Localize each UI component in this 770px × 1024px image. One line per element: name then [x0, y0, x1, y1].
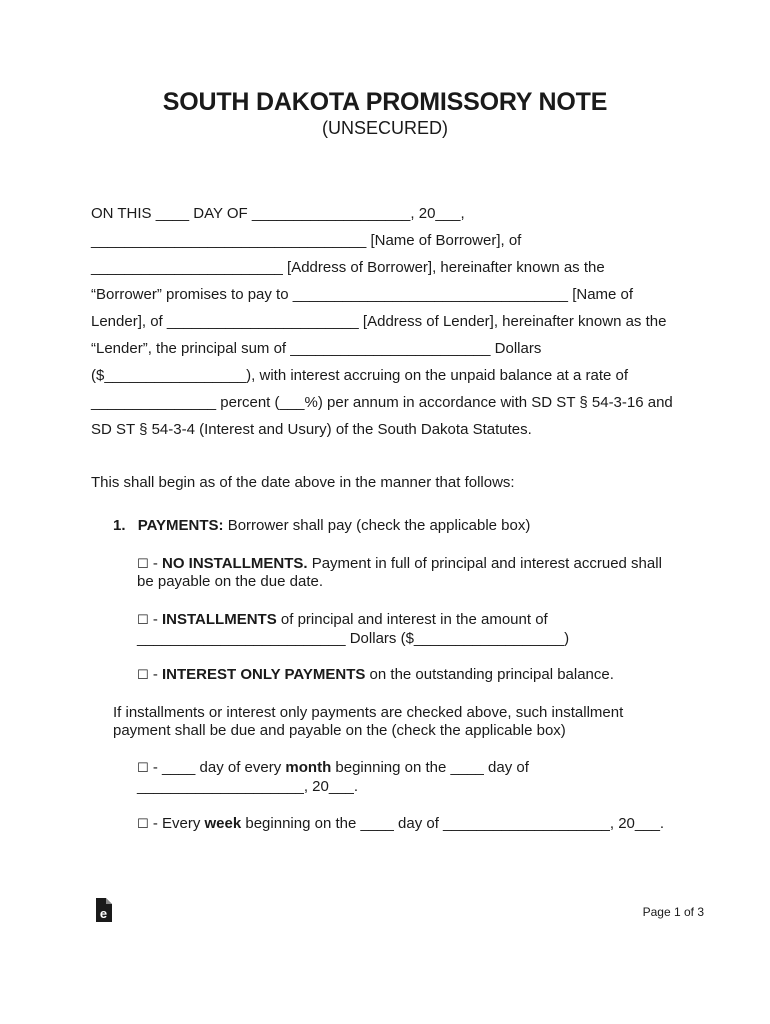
schedule-bold: week	[204, 815, 242, 832]
preamble-line-7: ($_________________), with interest accruing on the unpaid balance at a rate of	[91, 367, 629, 384]
document-title: SOUTH DAKOTA PROMISSORY NOTE	[162, 88, 608, 116]
eforms-logo-icon	[94, 898, 112, 922]
preamble-line-6: “Lender”, the principal sum of ________________________ Dollars	[91, 340, 542, 357]
dash: -	[148, 611, 162, 628]
schedule-monthly	[137, 759, 529, 778]
intro-text: This shall begin as of the date above in the manner that follows:	[91, 474, 515, 491]
option-label: INSTALLMENTS	[162, 611, 277, 628]
schedule-text: - Every	[148, 815, 205, 832]
schedule-text: - ____ day of every	[148, 759, 286, 776]
section-text: Borrower shall pay (check the applicable box)	[223, 517, 531, 534]
logo-letter: e	[99, 906, 108, 921]
section-payments	[113, 517, 530, 535]
schedule-intro-line-1: If installments or interest only payments are checked above, such installment	[113, 704, 624, 721]
schedule-text: beginning on the ____ day of ____________________, 20___.	[241, 815, 665, 832]
preamble-line-1: ON THIS ____ DAY OF ___________________, 20___,	[91, 205, 465, 222]
checkbox-installments[interactable]: ☐	[137, 613, 149, 628]
schedule-text: beginning on the ____ day of	[331, 759, 529, 776]
option-installments	[137, 611, 548, 630]
preamble-line-5: Lender], of _______________________ [Address of Lender], hereinafter known as the	[91, 313, 667, 330]
checkbox-no-installments[interactable]: ☐	[137, 557, 149, 572]
option-installments-line2: _________________________ Dollars ($__________________)	[137, 630, 570, 647]
section-heading: PAYMENTS:	[137, 517, 224, 534]
preamble-line-4: “Borrower” promises to pay to _________________________________ [Name of	[91, 286, 634, 303]
dash: -	[148, 666, 162, 683]
schedule-weekly	[137, 815, 664, 834]
option-label: INTEREST ONLY PAYMENTS	[162, 666, 366, 683]
page-number: Page 1 of 3	[642, 905, 704, 919]
checkbox-interest-only[interactable]: ☐	[137, 668, 149, 683]
preamble-line-9: SD ST § 54-3-4 (Interest and Usury) of the South Dakota Statutes.	[91, 421, 532, 438]
option-interest-only	[137, 666, 614, 685]
preamble-line-2: _________________________________ [Name of Borrower], of	[91, 232, 522, 249]
document-subtitle: (UNSECURED)	[322, 118, 448, 138]
option-label: NO INSTALLMENTS.	[162, 555, 308, 572]
checkbox-monthly[interactable]: ☐	[137, 761, 149, 776]
option-no-installments	[137, 555, 662, 574]
option-text: Payment in full of principal and interest accrued shall	[307, 555, 662, 572]
schedule-intro-line-2: payment shall be due and payable on the (check the applicable box)	[113, 722, 566, 739]
preamble-line-3: _______________________ [Address of Borrower], hereinafter known as the	[91, 259, 605, 276]
schedule-bold: month	[285, 759, 332, 776]
schedule-monthly-line2: ____________________, 20___.	[137, 778, 359, 795]
option-text: on the outstanding principal balance.	[365, 666, 614, 683]
preamble-line-8: _______________ percent (___%) per annum in accordance with SD ST § 54-3-16 and	[91, 394, 673, 411]
option-no-installments-line2: be payable on the due date.	[137, 573, 323, 590]
section-number: 1.	[113, 517, 126, 534]
checkbox-weekly[interactable]: ☐	[137, 817, 149, 832]
option-text: of principal and interest in the amount of	[276, 611, 548, 628]
dash: -	[148, 555, 162, 572]
